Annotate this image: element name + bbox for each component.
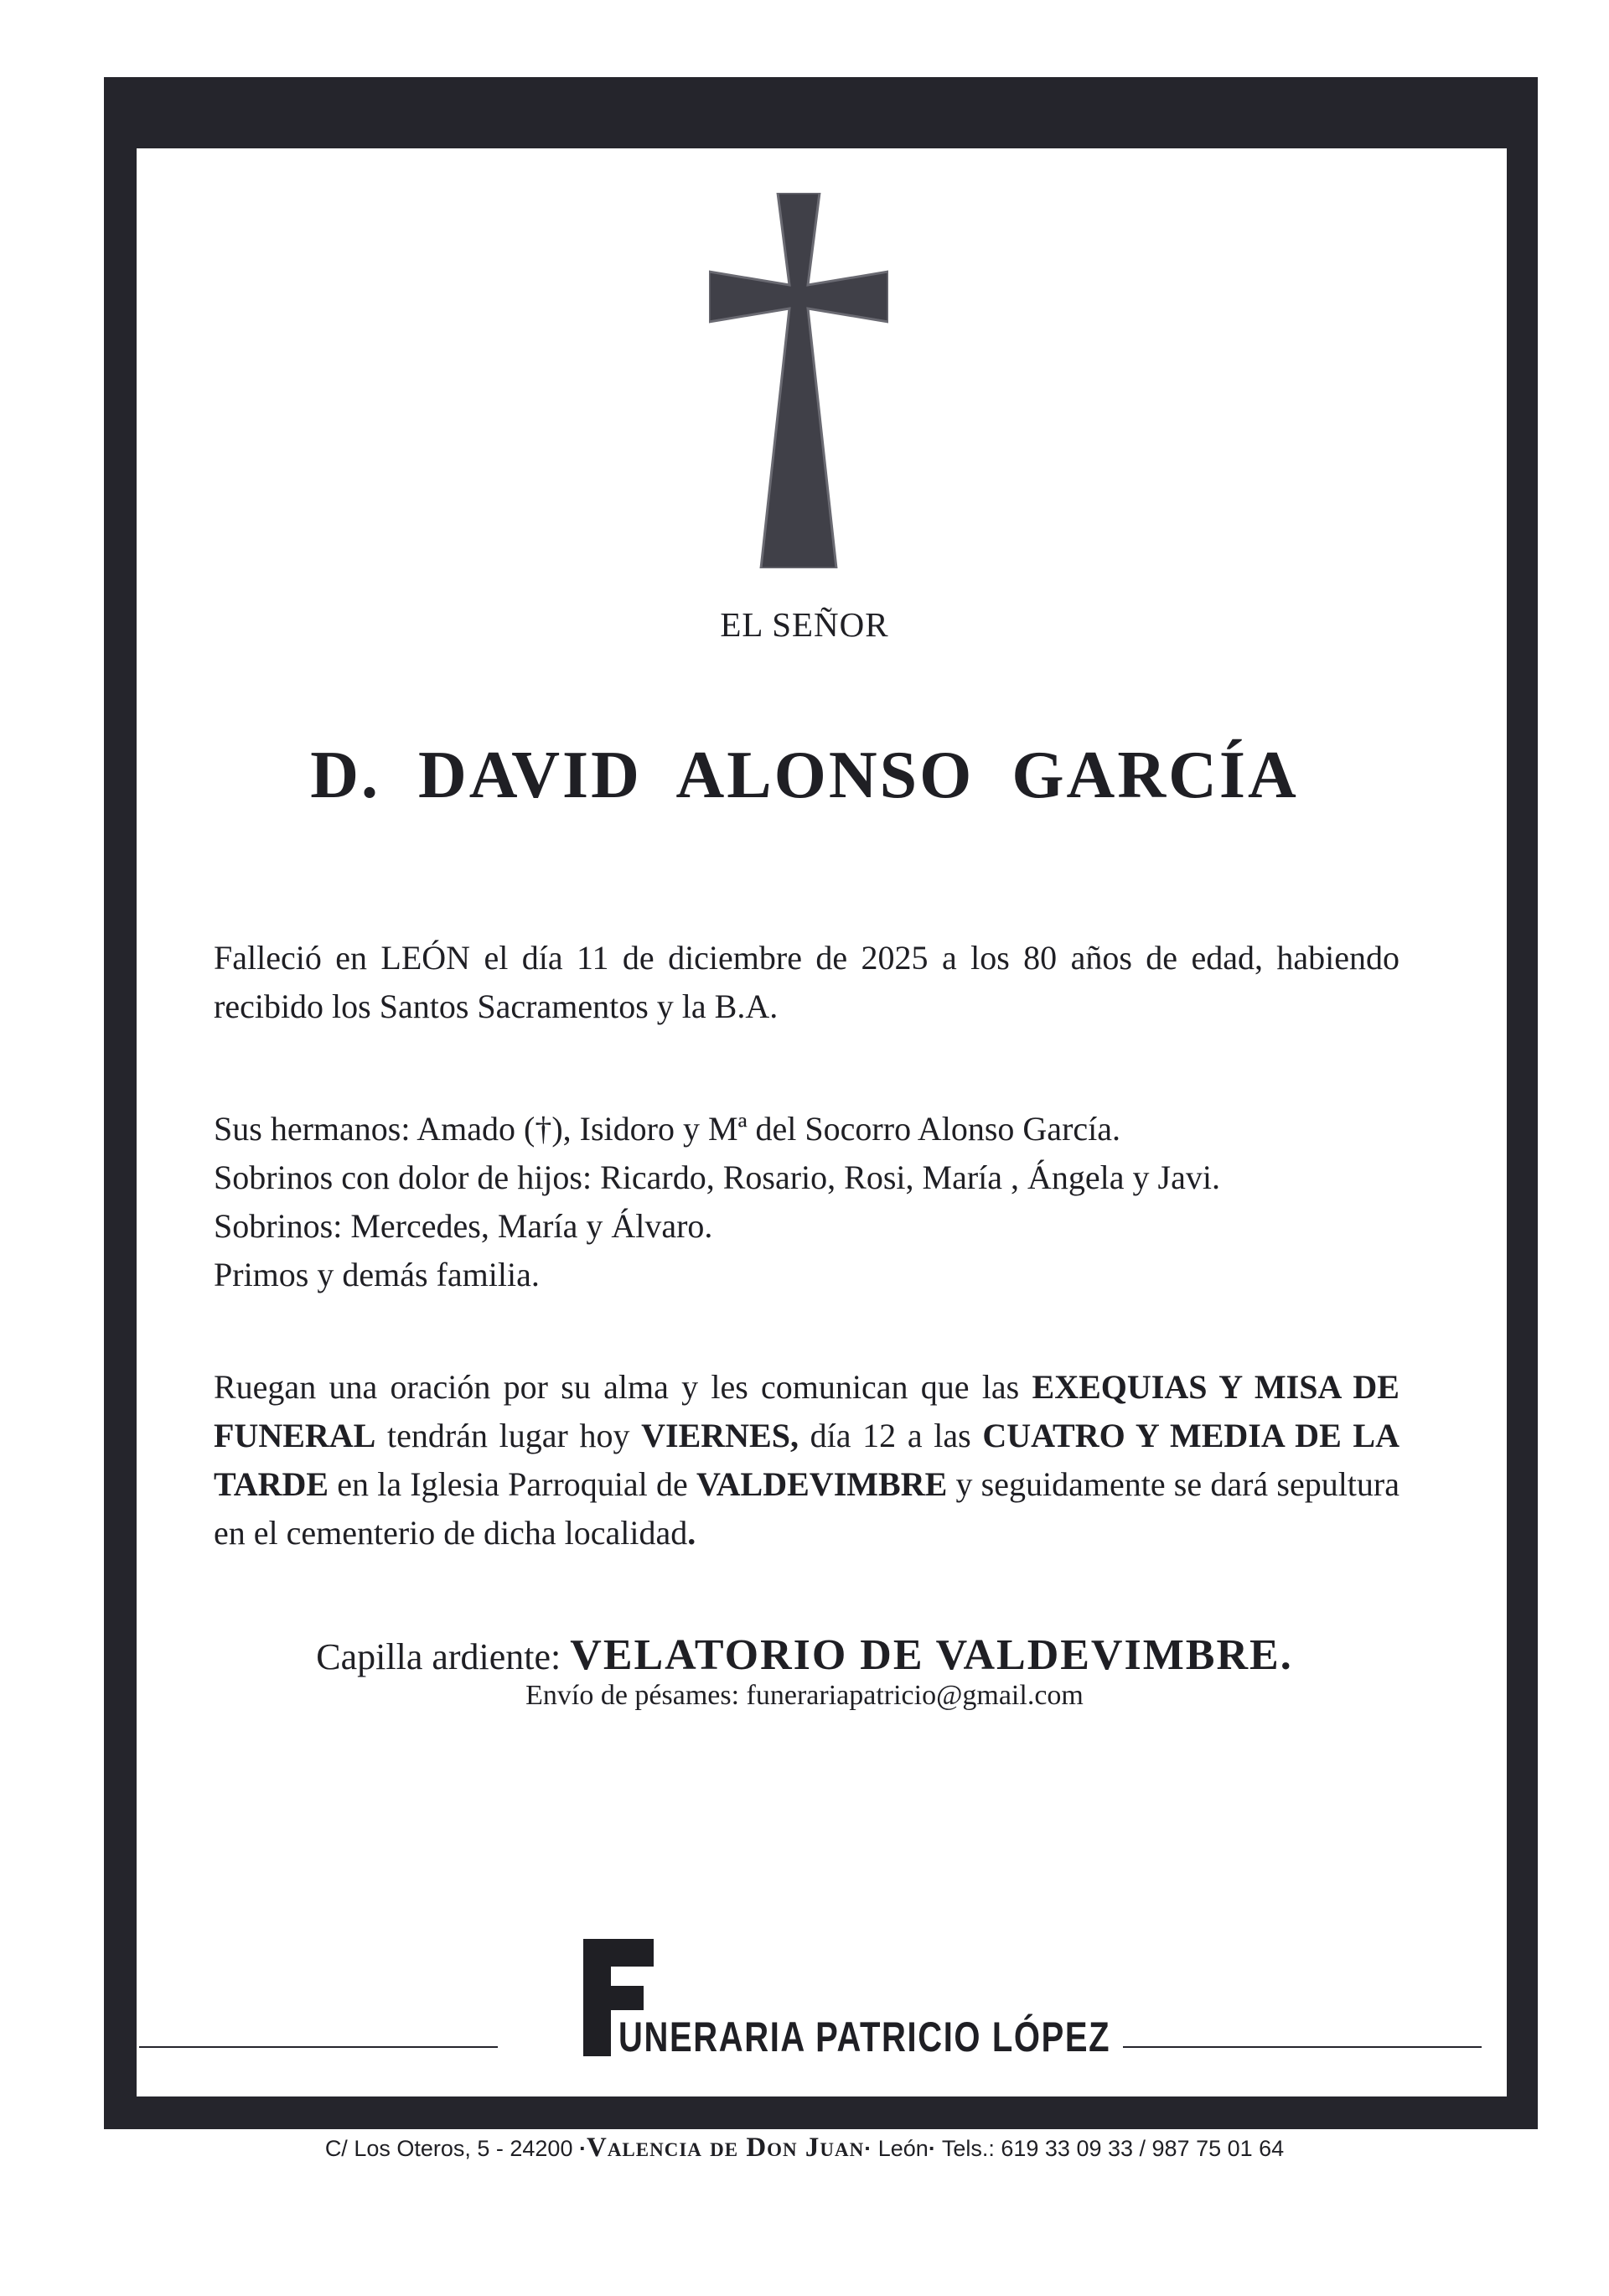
footer-town: Valencia de Don Juan: [586, 2133, 865, 2163]
family-list: [214, 1105, 1399, 1299]
death-notice: Falleció en LEÓN el día 11 de diciembre de 2025 a los 80 años de edad, habiendo recibido los Santos Sacramentos y la B.A.: [214, 939, 1399, 1025]
family-line-nephews-as-children: Sobrinos con dolor de hijos: Ricardo, Rosario, Rosi, María , Ángela y Javi.: [214, 1158, 1220, 1196]
logo-rule-left: [139, 2046, 498, 2048]
deceased-cross-icon: †: [535, 1110, 552, 1148]
funeral-details: Ruegan una oración por su alma y les comunican que las EXEQUIAS Y MISA DE FUNERAL tendrán lugar hoy VIERNES, día 12 a las CUATRO Y MEDIA DE LA TARDE en la Iglesia Parroquial de VALDEVIMBRE y seguidamente se dará sepultura en el cementerio de dicha localidad.: [214, 1368, 1399, 1552]
condolences-email: Envío de pésames: funerariapatricio@gmail.com: [525, 1680, 1084, 1711]
footer-address: C/ Los Oteros, 5 - 24200 ·Valencia de Don Juan· León· Tels.: 619 33 09 33 / 987 75 01 64: [324, 2133, 1285, 2163]
title-el-senor: EL SEÑOR: [720, 605, 889, 644]
deceased-name: D. DAVID ALONSO GARCÍA: [310, 739, 1299, 812]
capilla-ardiente: Capilla ardiente: VELATORIO DE VALDEVIMBRE.: [316, 1631, 1293, 1679]
family-line-siblings: Sus hermanos: Amado (†), Isidoro y Mª del Socorro Alonso García.: [214, 1110, 1121, 1148]
family-line-nephews: Sobrinos: Mercedes, María y Álvaro.: [214, 1207, 713, 1245]
logo-text: UNERARIA PATRICIO LÓPEZ: [618, 2014, 1111, 2060]
latin-cross-icon: [709, 193, 888, 568]
family-line-cousins: Primos y demás familia.: [214, 1256, 540, 1293]
logo-rule-right: [1123, 2046, 1482, 2048]
funeraria-logo: [583, 1939, 1111, 2060]
